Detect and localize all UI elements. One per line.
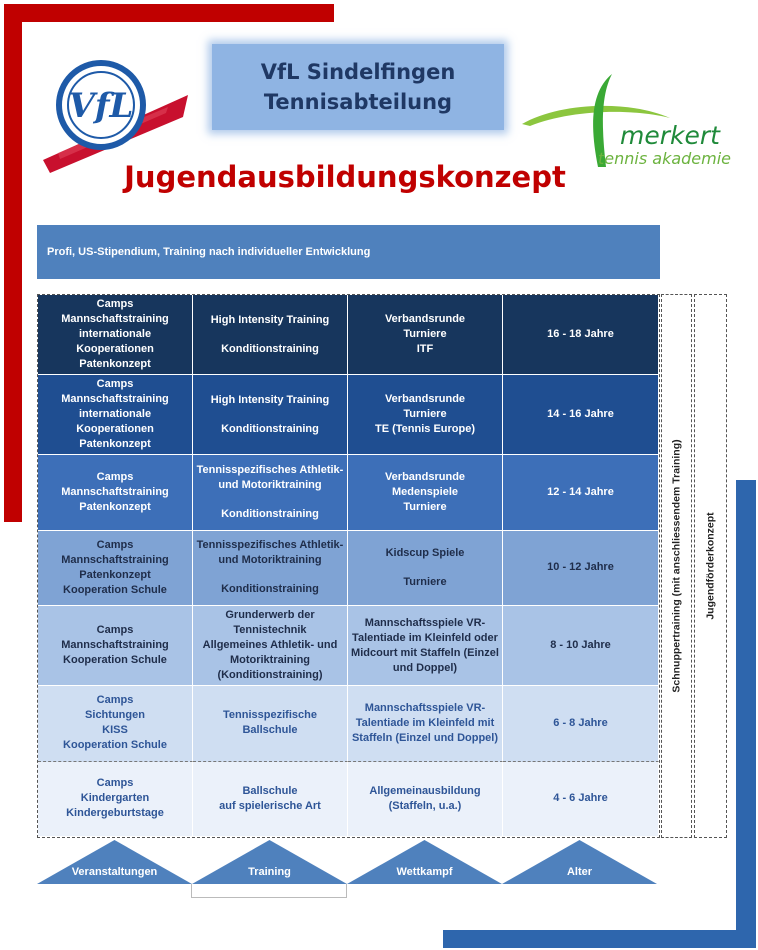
cell-line — [211, 328, 330, 342]
cell-line: Allgemeinausbildung — [369, 784, 481, 797]
footer-label-veranstaltungen: Veranstaltungen — [71, 866, 158, 878]
cell-veranstaltungen-text — [66, 776, 164, 821]
cell-line: Kidscup Spiele — [385, 546, 465, 559]
cell-line: Staffeln (Einzel und Doppel) — [351, 731, 499, 744]
cell-wettkampf-text — [386, 546, 465, 590]
age-value: 10 - 12 Jahre — [547, 561, 614, 574]
cell-training — [193, 295, 348, 375]
cell-line: KISS — [102, 724, 128, 737]
footer-alter — [502, 840, 657, 884]
red-frame-left — [4, 4, 22, 522]
cell-line: Tennisspezifisches Athletik- — [196, 539, 344, 552]
cell-line: Kooperation Schule — [63, 739, 167, 752]
cell-veranstaltungen — [38, 606, 193, 686]
cell-line: Mannschaftstraining — [61, 485, 169, 498]
cell-line: ITF — [416, 343, 434, 355]
cell-veranstaltungen-text — [41, 377, 189, 452]
cell-line: Talentiade im Kleinfeld oder — [352, 631, 498, 644]
cell-line: Ballschule — [242, 724, 298, 737]
cell-wettkampf-text — [352, 701, 498, 746]
cell-veranstaltungen-text — [41, 297, 189, 372]
cell-wettkampf — [348, 455, 503, 531]
cell-line: Patenkonzept — [79, 438, 151, 450]
cell-line: Mannschaftsspiele VR- — [364, 701, 486, 714]
cell-line: Mannschaftstraining — [61, 553, 169, 566]
age-value: 14 - 16 Jahre — [547, 408, 614, 420]
cell-line: Turniere — [403, 408, 447, 420]
cell-line — [197, 568, 344, 582]
cell-line: Grunderwerb der — [225, 609, 315, 621]
cell-line: Kooperation Schule — [63, 583, 167, 596]
cell-line: Camps — [96, 694, 134, 707]
cell-alter — [503, 762, 659, 838]
cell-line: Turniere — [403, 575, 447, 588]
cell-line: und Motoriktraining — [218, 478, 322, 491]
cell-wettkampf — [348, 762, 503, 838]
cell-line: Camps — [96, 624, 134, 636]
cell-line: Kindergarten — [80, 792, 150, 805]
club-title-line1: VfL Sindelfingen — [260, 60, 456, 84]
cell-line: Sichtungen — [85, 709, 145, 722]
cell-line: Camps — [96, 538, 134, 551]
cell-wettkampf — [348, 606, 503, 686]
cell-line: Motoriktraining — [229, 654, 311, 666]
cell-alter — [503, 455, 659, 531]
cell-training-text — [211, 393, 330, 437]
cell-veranstaltungen-text — [61, 538, 169, 598]
cell-line: Allgemeines Athletik- und — [202, 639, 338, 651]
cell-training — [193, 375, 348, 455]
cell-line: High Intensity Training — [210, 313, 330, 326]
cell-training-text — [219, 784, 321, 814]
cell-alter-text — [553, 791, 607, 806]
footer-label-training: Training — [248, 866, 291, 878]
cell-line: Turniere — [403, 328, 447, 340]
cell-veranstaltungen-text — [61, 623, 169, 668]
top-level-bar: Profi, US-Stipendium, Training nach individueller Entwicklung — [37, 225, 660, 279]
cell-line: Patenkonzept — [79, 500, 151, 513]
training-base-box — [191, 884, 347, 898]
age-value: 6 - 8 Jahre — [553, 716, 608, 729]
cell-line: Ballschule — [242, 784, 298, 797]
age-value: 16 - 18 Jahre — [547, 328, 614, 340]
cell-wettkampf-text — [385, 312, 465, 357]
cell-line: Verbandsrunde — [384, 393, 466, 405]
cell-alter — [503, 606, 659, 686]
cell-line: Patenkonzept — [79, 358, 151, 370]
cell-veranstaltungen — [38, 455, 193, 531]
cell-line — [211, 408, 330, 422]
cell-wettkampf-text — [351, 616, 499, 676]
jugend-column — [694, 294, 727, 838]
cell-veranstaltungen — [38, 375, 193, 455]
footer-training — [192, 840, 347, 884]
cell-alter-text — [547, 485, 614, 500]
cell-line: Tennisspezifische — [223, 709, 317, 722]
cell-alter-text — [547, 407, 614, 422]
age-value: 4 - 6 Jahre — [553, 792, 608, 805]
cell-wettkampf-text — [369, 784, 480, 814]
cell-line: auf spielerische Art — [219, 799, 321, 812]
footer-veranstaltungen — [37, 840, 192, 884]
cell-veranstaltungen-text — [63, 693, 167, 753]
cell-alter-text — [547, 327, 614, 342]
red-frame-top — [4, 4, 334, 22]
page-title: Jugendausbildungskonzept — [124, 160, 566, 194]
schnupper-label: Schnuppertraining (mit anschliessendem Training) — [670, 439, 683, 693]
footer-label-alter: Alter — [566, 866, 593, 878]
cell-training-text — [211, 313, 330, 357]
cell-training-text — [197, 538, 344, 597]
footer-wettkampf — [347, 840, 502, 884]
cell-line: und Motoriktraining — [218, 554, 322, 567]
cell-line: Camps — [96, 777, 134, 790]
schnupper-column — [661, 294, 692, 838]
vfl-logo — [38, 55, 188, 175]
merkert-logo-word: merkert — [620, 121, 720, 150]
cell-line: Verbandsrunde — [384, 470, 466, 483]
merkert-logo-sub: tennis akademie — [598, 149, 732, 168]
cell-line: Konditionstraining — [221, 342, 319, 355]
cell-line: Konditionstraining — [221, 583, 319, 596]
footer-label-wettkampf: Wettkampf — [396, 866, 453, 878]
cell-alter-text — [553, 716, 607, 731]
cell-line: Camps — [96, 378, 134, 390]
cell-line: Konditionstraining — [221, 422, 319, 435]
cell-line: Tennisspezifisches Athletik- — [196, 463, 344, 476]
cell-training — [193, 762, 348, 838]
cell-wettkampf — [348, 531, 503, 607]
cell-alter-text — [550, 638, 611, 653]
club-title-line2: Tennisabteilung — [263, 90, 453, 114]
cell-training-text — [203, 608, 338, 683]
cell-alter-text — [547, 560, 614, 575]
cell-line: Tennistechnik — [233, 624, 307, 636]
cell-training — [193, 531, 348, 607]
vfl-logo-letters: VfL — [68, 86, 134, 126]
age-value: 12 - 14 Jahre — [547, 485, 614, 498]
cell-line: internationale Kooperationen — [76, 408, 154, 435]
cell-line: Konditionstraining — [221, 507, 319, 520]
cell-line: Turniere — [403, 500, 447, 513]
concept-table — [37, 294, 660, 838]
cell-veranstaltungen — [38, 531, 193, 607]
cell-line: Kindergeburtstage — [66, 807, 164, 820]
cell-alter — [503, 295, 659, 375]
cell-veranstaltungen-text — [61, 470, 169, 515]
blue-frame-bottom — [443, 930, 756, 948]
cell-training — [193, 455, 348, 531]
cell-veranstaltungen — [38, 686, 193, 762]
cell-line: (Konditionstraining) — [217, 669, 323, 681]
cell-line: und Doppel) — [392, 661, 458, 674]
cell-veranstaltungen — [38, 762, 193, 838]
cell-line: Medenspiele — [391, 485, 458, 498]
cell-line: Talentiade im Kleinfeld mit — [355, 716, 495, 729]
jugend-label: Jugendförderkonzept — [704, 512, 717, 620]
cell-line: Camps — [96, 298, 134, 310]
cell-line: High Intensity Training — [210, 393, 330, 406]
cell-line: Mannschaftstraining — [61, 313, 169, 325]
cell-line: Mannschaftstraining — [61, 639, 169, 651]
merkert-logo — [520, 72, 735, 172]
cell-line: Camps — [96, 470, 134, 483]
cell-line: Patenkonzept — [79, 568, 151, 581]
cell-line: TE (Tennis Europe) — [374, 423, 476, 435]
cell-line: Mannschaftsspiele VR- — [364, 616, 486, 629]
cell-line — [197, 493, 344, 507]
cell-wettkampf — [348, 686, 503, 762]
cell-line: Mannschaftstraining — [61, 393, 169, 405]
cell-line: Kooperation Schule — [63, 654, 167, 666]
cell-line: (Staffeln, u.a.) — [388, 799, 462, 812]
cell-training-text — [223, 708, 317, 738]
cell-line: internationale Kooperationen — [76, 328, 154, 355]
cell-line — [386, 561, 465, 575]
cell-wettkampf-text — [375, 392, 475, 437]
cell-alter — [503, 686, 659, 762]
cell-wettkampf-text — [385, 470, 465, 515]
cell-training-text — [197, 463, 344, 522]
cell-training — [193, 686, 348, 762]
cell-veranstaltungen — [38, 295, 193, 375]
cell-alter — [503, 531, 659, 607]
cell-training — [193, 606, 348, 686]
cell-wettkampf — [348, 375, 503, 455]
cell-line: Verbandsrunde — [384, 313, 466, 325]
club-title-box — [212, 44, 504, 130]
cell-line: Midcourt mit Staffeln (Einzel — [351, 646, 499, 659]
cell-alter — [503, 375, 659, 455]
age-value: 8 - 10 Jahre — [550, 639, 611, 651]
cell-wettkampf — [348, 295, 503, 375]
blue-frame-right — [736, 480, 756, 948]
